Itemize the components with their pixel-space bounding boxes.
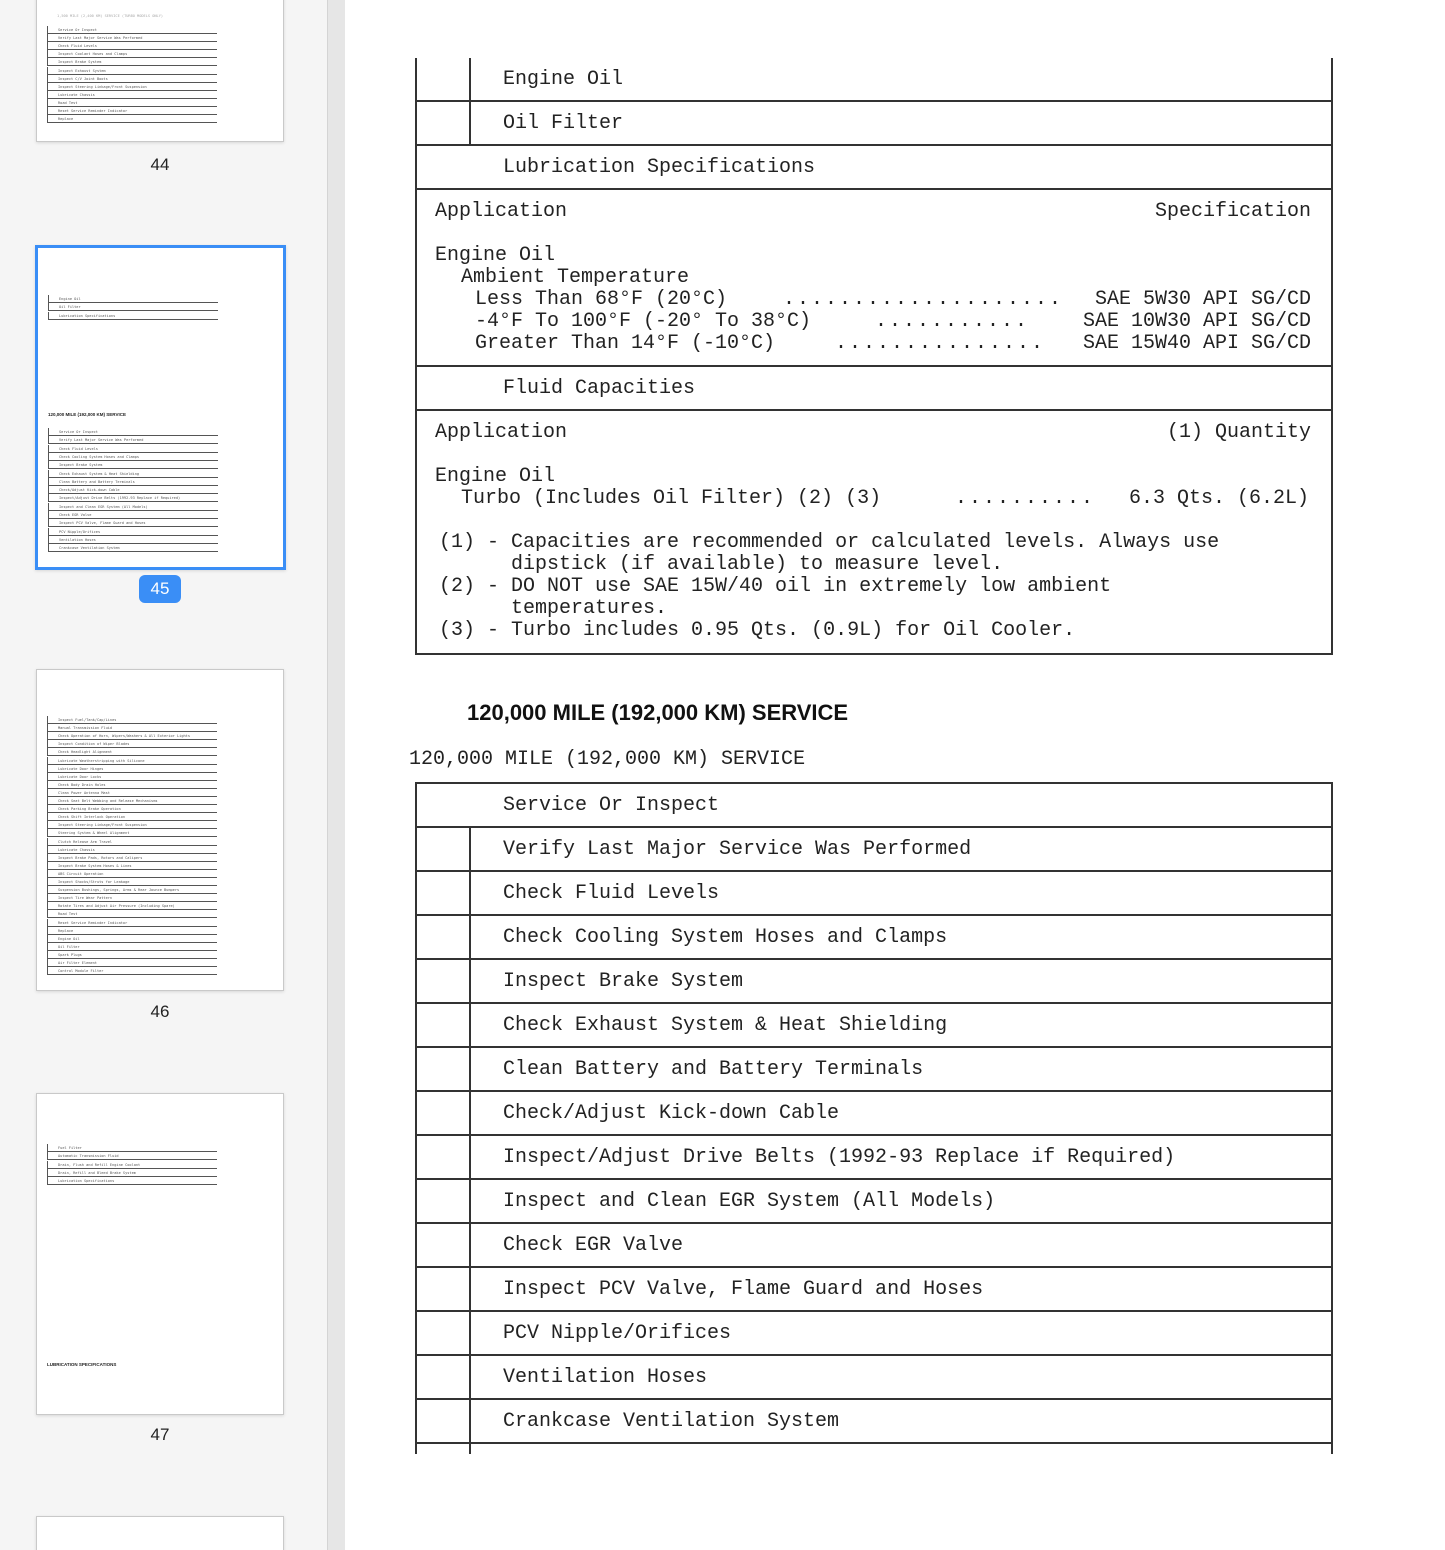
row-label: Check Exhaust System & Heat Shielding [503,1014,948,1037]
row-label: Inspect/Adjust Drive Belts (1992-93 Replace if Required) [503,1146,1176,1169]
thumb-row: Engine Oil [48,295,218,303]
page-thumbnail-48[interactable] [36,1516,284,1550]
group-label: Engine Oil [435,244,556,267]
thumb-row: Steering System & Wheel Alignment [47,829,217,837]
thumb-row: Air Filter Element [47,959,217,967]
thumb-row: Inspect PCV Valve, Flame Guard and Hoses [48,519,218,527]
thumb-row: Lubricate Door Locks [47,773,217,781]
lubrication-title: Lubrication Specifications [503,156,816,179]
table-row [417,1312,1331,1356]
thumb-row: Control Module Filter [47,967,217,975]
thumb-row: Inspect C/V Joint Boots [47,75,217,83]
table-row [417,1180,1331,1224]
row-label: Ventilation Hoses [503,1366,708,1389]
row-label: Check/Adjust Kick-down Cable [503,1102,840,1125]
fluid-capacities-title: Fluid Capacities [503,377,696,400]
row-label: Clean Battery and Battery Terminals [503,1058,924,1081]
row-label: Engine Oil [503,68,624,91]
thumb-row: Service Or Inspect [47,26,217,34]
thumb-row: Inspect Brake System [47,58,217,66]
thumb-row: Check Seat Belt Webbing and Release Mechanisms [47,797,217,805]
thumb-row: Suspension Bushings, Springs, Arms & Rear Jounce Bumpers [47,886,217,894]
thumb-row: Inspect Brake System [48,461,218,469]
spec-label: -4°F To 100°F (-20° To 38°C) [475,310,812,333]
thumb-row: Ventilation Hoses [48,536,218,544]
thumb-row: Replace [47,115,217,123]
table-row [417,1356,1331,1400]
table-row [417,960,1331,1004]
thumb-row: Lubricate Chassis [47,91,217,99]
thumb-row: Manual Transmission Fluid [47,724,217,732]
group-label: Engine Oil [435,465,556,488]
page-number-44[interactable]: 44 [150,155,170,174]
col-application: Application [435,200,568,223]
thumb-row: PCV Nipple/Orifices [48,528,218,536]
thumb-row: Lubricate Weatherstripping with Silicone [47,757,217,765]
thumb-row: Inspect Fuel/Tank/Cap/Lines [47,716,217,724]
lubrication-body [417,190,1331,367]
row-label: Inspect PCV Valve, Flame Guard and Hoses [503,1278,984,1301]
row-label: Crankcase Ventilation System [503,1410,840,1433]
leader-dots: .......... [955,487,1096,510]
thumb-row: Inspect and Clean EGR System (All Models) [48,503,218,511]
table-row [417,1048,1331,1092]
table-row [417,1400,1331,1444]
spec-value: SAE 15W40 API SG/CD [1082,332,1311,355]
table-row [417,1224,1331,1268]
page-thumbnail-46[interactable] [36,669,284,991]
row-label: Inspect and Clean EGR System (All Models) [503,1190,996,1213]
sub-label: Ambient Temperature [461,266,690,289]
thumb-row: Check Parking Brake Operation [47,805,217,813]
thumbnail-sidebar[interactable] [0,0,327,1550]
spec-value: SAE 10W30 API SG/CD [1082,310,1311,333]
thumb-row: Reset Service Reminder Indicator [47,919,217,927]
footnote: dipstick (if available) to measure level. [439,553,1004,576]
col-quantity: (1) Quantity [1166,421,1311,444]
thumb-row: Fuel Filter [47,1144,217,1152]
thumb-row: Lubricate Chassis [47,846,217,854]
thumb-row: Inspect Condition of Wiper Blades [47,740,217,748]
col-specification: Specification [1154,200,1311,223]
capacity-label: Turbo (Includes Oil Filter) (2) (3) [461,487,882,510]
page-number-47[interactable]: 47 [150,1425,170,1444]
row-label: Check Fluid Levels [503,882,720,905]
thumb-row: Inspect Coolant Hoses and Clamps [47,50,217,58]
thumb-row: Lubrication Specifications [47,1177,217,1185]
spec-value: SAE 5W30 API SG/CD [1094,288,1311,311]
page-thumbnail-47[interactable] [36,1093,284,1415]
footnote: (3) - Turbo includes 0.95 Qts. (0.9L) for Oil Cooler. [439,619,1076,642]
table-row [417,58,1331,102]
thumb-row: Inspect Brake Pads, Rotors and Calipers [47,854,217,862]
table-row [417,1004,1331,1048]
leader-dots: .................... [783,288,1064,311]
thumb-row: Check Fluid Levels [48,445,218,453]
row-label: Check EGR Valve [503,1234,684,1257]
thumb-row: Drain, Refill and Bleed Brake System [47,1169,217,1177]
row-label: Check Cooling System Hoses and Clamps [503,926,948,949]
page-thumbnail-45[interactable] [35,245,286,570]
thumb-row: Crankcase Ventilation System [48,544,218,552]
thumb-row: Spark Plugs [47,951,217,959]
thumb-heading: LUBRICATION SPECIFICATIONS [47,1362,117,1367]
table-row [417,1268,1331,1312]
row-label: PCV Nipple/Orifices [503,1322,732,1345]
thumb-row: Inspect Steering Linkage/Front Suspension [47,83,217,91]
thumb-row: Inspect Exhaust System [47,67,217,75]
fluid-capacities-body [417,411,1331,655]
spec-label: Less Than 68°F (20°C) [475,288,728,311]
table-row [417,916,1331,960]
row-label: Inspect Brake System [503,970,744,993]
thumb-row: Verify Last Major Service Was Performed [48,436,218,444]
row-label: Oil Filter [503,112,624,135]
table-row [417,872,1331,916]
document-page [345,0,1445,1550]
col-application: Application [435,421,568,444]
capacity-value: 6.3 Qts. (6.2L) [1128,487,1309,510]
table-row [417,1092,1331,1136]
thumb-row: Inspect Steering Linkage/Front Suspension [47,821,217,829]
thumb-row: Clean Battery and Battery Terminals [48,478,218,486]
row-label: Service Or Inspect [503,794,720,817]
thumb-heading: 120,000 MILE (192,000 KM) SERVICE [48,412,126,417]
thumb-row: Check Fluid Levels [47,42,217,50]
spec-label: Greater Than 14°F (-10°C) [475,332,776,355]
lubrication-table [415,58,1333,655]
page-thumbnail-44[interactable] [36,0,284,142]
thumb-row: Clutch Release Arm Travel [47,838,217,846]
section-subheading: 120,000 MILE (192,000 KM) SERVICE [409,748,806,771]
page-number-46[interactable]: 46 [150,1002,170,1021]
thumb-row: Check/Adjust Kick-down Cable [48,486,218,494]
leader-dots: ........... [875,310,1030,333]
footnote: (1) - Capacities are recommended or calculated levels. Always use [439,531,1220,554]
thumb-row: Rotate Tires and Adjust Air Pressure (Including Spare) [47,902,217,910]
thumb-row: Inspect Tire Wear Pattern [47,894,217,902]
row-label: Verify Last Major Service Was Performed [503,838,972,861]
thumb-row: Verify Last Major Service Was Performed [47,34,217,42]
thumb-row: Oil Filter [48,303,218,311]
thumb-row: Check Shift Interlock Operation [47,813,217,821]
section-heading: 120,000 MILE (192,000 KM) SERVICE [467,700,849,725]
thumb-row: Check Cooling System Hoses and Clamps [48,453,218,461]
thumb-row: Road Test [47,910,217,918]
thumb-row: Check Operation of Horn, Wipers/Washers & All Exterior Lights [47,732,217,740]
thumb-row: Check Exhaust System & Heat Shielding [48,470,218,478]
leader-dots: ............... [835,332,1046,355]
table-row [417,828,1331,872]
thumb-row: Automatic Transmission Fluid [47,1152,217,1160]
table-row [417,784,1331,828]
thumb-row: Drain, Flush and Refill Engine Coolant [47,1161,217,1169]
thumb-row: Service Or Inspect [48,428,218,436]
thumb-row: Engine Oil [47,935,217,943]
footnote: (2) - DO NOT use SAE 15W/40 oil in extremely low ambient [439,575,1112,598]
thumb-row: Lubrication Specifications [48,312,218,320]
sidebar-resize-handle[interactable] [327,0,345,1550]
thumb-row: Reset Service Reminder Indicator [47,107,217,115]
page-number-45[interactable]: 45 [139,575,181,603]
thumb-row: ABS Circuit Operation [47,870,217,878]
thumb-row: Inspect Brake System Hoses & Lines [47,862,217,870]
thumb-row: Inspect Shocks/Struts for Leakage [47,878,217,886]
table-row [417,102,1331,146]
thumb-row: Oil Filter [47,943,217,951]
thumb-row: Clean Power Antenna Mast [47,789,217,797]
thumb-row: Check Body Drain Holes [47,781,217,789]
table-row [417,1136,1331,1180]
footnote: temperatures. [439,597,668,620]
thumb-row: Check EGR Valve [48,511,218,519]
thumb-row: Lubricate Door Hinges [47,765,217,773]
thumb-row: Road Test [47,99,217,107]
thumb-row: Inspect/Adjust Drive Belts (1992-93 Replace if Required) [48,494,218,502]
thumb-row: Replace [47,927,217,935]
section-title-row [417,146,1331,190]
thumb-header: 1,500 MILE (2,400 KM) SERVICE (TURBO MODELS ONLY) [57,14,164,18]
section-title-row [417,367,1331,411]
service-table [415,782,1333,1454]
thumb-row: Check Headlight Alignment [47,748,217,756]
